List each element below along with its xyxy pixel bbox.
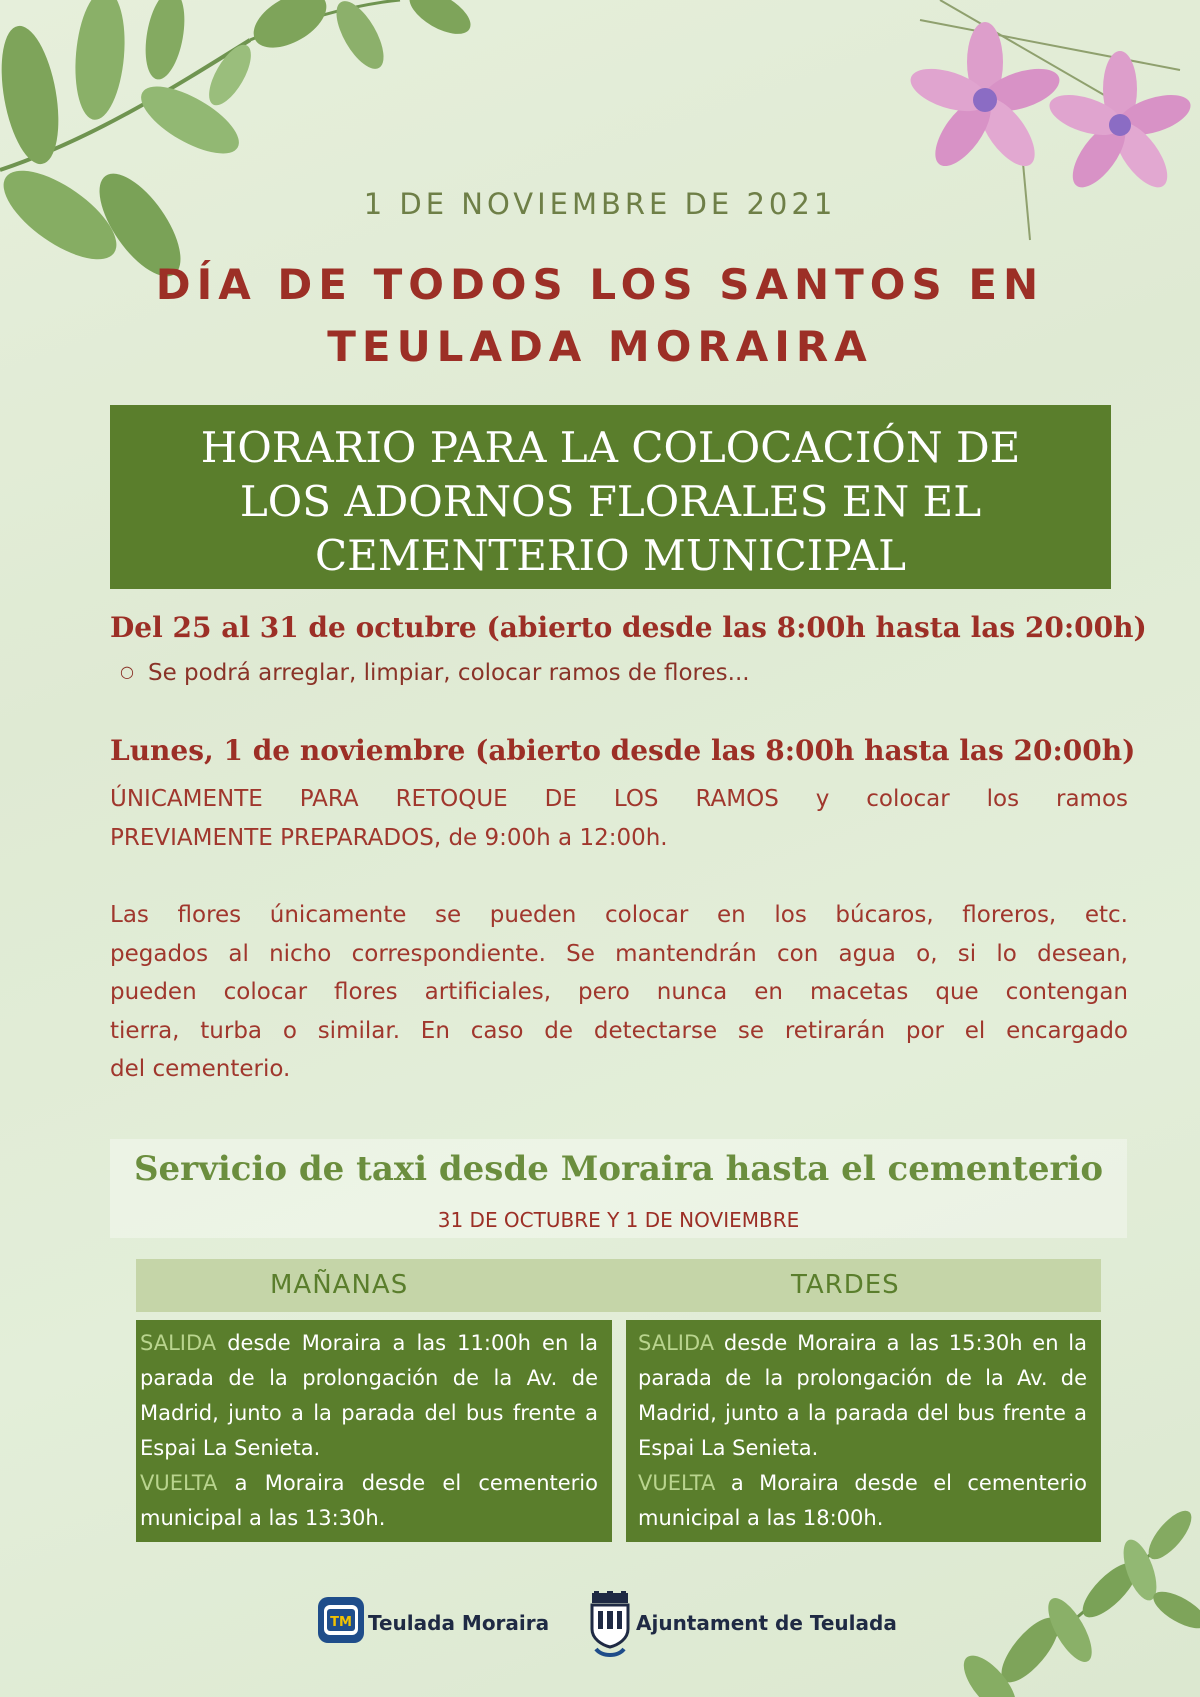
card-text: desde Moraira a las 11:00h en la <box>216 1331 598 1355</box>
card-text: a Moraira desde el cementerio <box>715 1471 1087 1495</box>
title-line-1: DÍA DE TODOS LOS SANTOS EN <box>155 260 1045 309</box>
column-header-tardes: TARDES <box>611 1259 1101 1312</box>
card-line <box>140 1466 598 1501</box>
paragraph-line: PREVIAMENTE PREPARADOS, de 9:00h a 12:00h. <box>110 824 668 851</box>
paragraph-line: pueden colocar flores artificiales, pero nunca en macetas que contengan <box>110 979 1128 1005</box>
bullet-circle-icon: ○ <box>120 662 134 681</box>
banner-line-1: HORARIO PARA LA COLOCACIÓN DE <box>200 423 1021 472</box>
salida-keyword: SALIDA <box>638 1331 715 1355</box>
card-line: Madrid, junto a la parada del bus frente a <box>638 1401 1087 1425</box>
title-line-2: TEULADA MORAIRA <box>327 322 873 371</box>
paragraph-line: pegados al nicho correspondiente. Se mantendrán con agua o, si lo desean, <box>110 940 1128 967</box>
vuelta-keyword: VUELTA <box>638 1471 716 1495</box>
card-line: parada de la prolongación de la Av. de <box>140 1366 598 1390</box>
column-header-mananas: MAÑANAS <box>136 1259 611 1312</box>
card-line <box>140 1326 598 1361</box>
card-text: desde Moraira a las 15:30h en la <box>714 1331 1087 1355</box>
card-line <box>638 1326 1087 1361</box>
page-title <box>100 254 1100 378</box>
ajuntament-logo-text: Ajuntament de Teulada <box>636 1611 897 1635</box>
card-line: Espai La Senieta. <box>638 1436 819 1460</box>
flower-rules-paragraph <box>110 896 1128 1089</box>
banner-line-2: LOS ADORNOS FLORALES EN EL <box>239 477 982 526</box>
section-october-heading: Del 25 al 31 de octubre (abierto desde las 8:00h hasta las 20:00h) <box>110 611 1147 644</box>
section-november-text <box>110 780 1128 857</box>
card-line: municipal a las 13:30h. <box>140 1506 386 1530</box>
paragraph-line: ÚNICAMENTE PARA RETOQUE DE LOS RAMOS y colocar los ramos <box>110 786 1128 812</box>
vuelta-keyword: VUELTA <box>140 1471 218 1495</box>
paragraph-line: Las flores únicamente se pueden colocar en los búcaros, floreros, etc. <box>110 902 1128 928</box>
bullet-text: Se podrá arreglar, limpiar, colocar ramos de flores... <box>147 660 750 686</box>
card-text: a Moraira desde el cementerio <box>217 1471 598 1495</box>
teulada-moraira-logo-text: Teulada Moraira <box>368 1611 550 1635</box>
footer-logos <box>0 1597 1200 1657</box>
banner-line-3: CEMENTERIO MUNICIPAL <box>315 531 906 580</box>
card-line: Madrid, junto a la parada del bus frente a <box>140 1401 598 1425</box>
section-october-bullet <box>120 660 750 686</box>
event-date: 1 DE NOVIEMBRE DE 2021 <box>363 187 837 221</box>
teulada-moraira-logo-icon <box>318 1597 364 1643</box>
salida-keyword: SALIDA <box>140 1331 217 1355</box>
card-line <box>638 1466 1087 1501</box>
card-line: parada de la prolongación de la Av. de <box>638 1366 1087 1390</box>
card-line: Espai La Senieta. <box>140 1436 321 1460</box>
logo-mark: TM <box>330 1615 352 1630</box>
paragraph-line: tierra, turba o similar. En caso de detectarse se retirarán por el encargado <box>110 1017 1128 1044</box>
afternoon-schedule-card <box>626 1320 1101 1542</box>
taxi-dates: 31 DE OCTUBRE Y 1 DE NOVIEMBRE <box>437 1208 800 1232</box>
section-november-heading: Lunes, 1 de noviembre (abierto desde las 8:00h hasta las 20:00h) <box>110 734 1136 767</box>
taxi-title: Servicio de taxi desde Moraira hasta el cementerio <box>134 1149 1103 1189</box>
morning-schedule-card <box>136 1320 612 1542</box>
taxi-service-box <box>110 1139 1127 1238</box>
schedule-banner <box>110 405 1111 589</box>
paragraph-line: del cementerio. <box>110 1056 291 1082</box>
ajuntament-crest-icon <box>588 1591 632 1657</box>
card-line: municipal a las 18:00h. <box>638 1506 884 1530</box>
